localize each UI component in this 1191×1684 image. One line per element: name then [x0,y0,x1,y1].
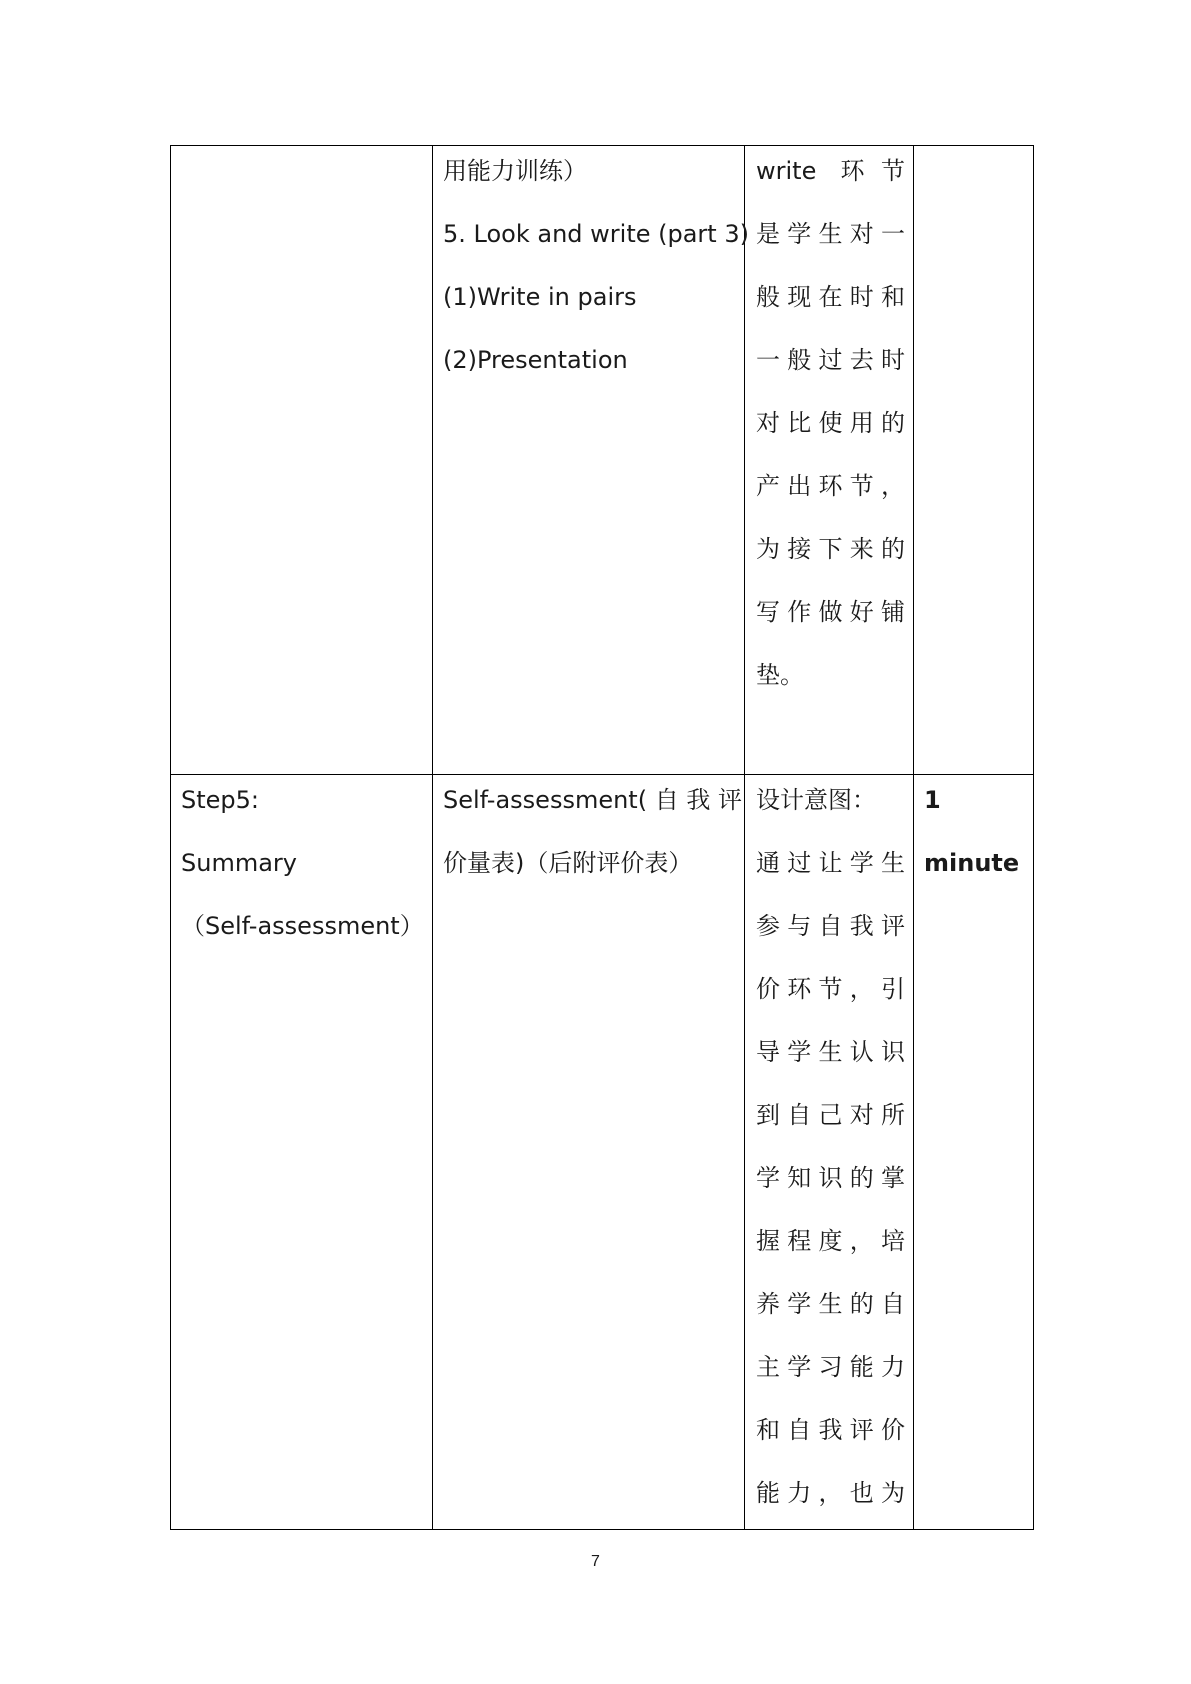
step-cell [171,146,433,775]
step-line: （Self-assessment） [181,912,424,940]
intent-line: 一般过去时 [756,346,905,374]
activity-line: Self-assessment( 自 我 评 [443,786,742,814]
lesson-plan-table [170,145,1034,1530]
intent-line: 养学生的自 [756,1290,905,1318]
intent-line: 学知识的掌 [756,1164,905,1192]
step-cell [171,775,433,1530]
table-row [171,775,1034,1530]
design-intent-cell [745,146,914,775]
intent-line: 参与自我评 [756,912,905,940]
intent-line: 到自己对所 [756,1101,905,1129]
intent-line: 能力，也为 [756,1479,905,1507]
time-line: 1 [924,786,941,814]
intent-line: 和自我评价 [756,1416,905,1444]
table-row [171,146,1034,775]
intent-line: 垫。 [756,661,804,689]
activity-line: 价量表)（后附评价表） [443,849,693,877]
activity-line: 用能力训练） [443,157,587,185]
intent-line: 握程度，培 [756,1227,905,1255]
time-cell [914,146,1034,775]
activity-cell [433,146,749,775]
intent-line: 导学生认识 [756,1038,905,1066]
time-cell [914,775,1034,1530]
intent-line: 通过让学生 [756,849,905,877]
time-line: minute [924,849,1020,877]
intent-line: 般现在时和 [756,283,905,311]
intent-line: 设计意图： [756,786,876,814]
activity-line: (2)Presentation [443,346,628,374]
step-line: Step5: [181,786,259,814]
intent-line: 写作做好铺 [756,598,905,626]
activity-line: 5. Look and write (part 3) [443,220,749,248]
intent-line: 主学习能力 [756,1353,905,1381]
intent-line: 是学生对一 [756,220,905,248]
page-number: 7 [591,1553,600,1570]
activity-cell [433,775,745,1530]
intent-line: 对比使用的 [756,409,905,437]
intent-line: 价环节，引 [756,975,905,1003]
intent-line: write 环节 [756,157,905,185]
step-line: Summary [181,849,297,877]
intent-line: 产出环节， [756,472,905,500]
design-intent-cell [745,775,914,1530]
activity-line: (1)Write in pairs [443,283,637,311]
intent-line: 为接下来的 [756,535,905,563]
